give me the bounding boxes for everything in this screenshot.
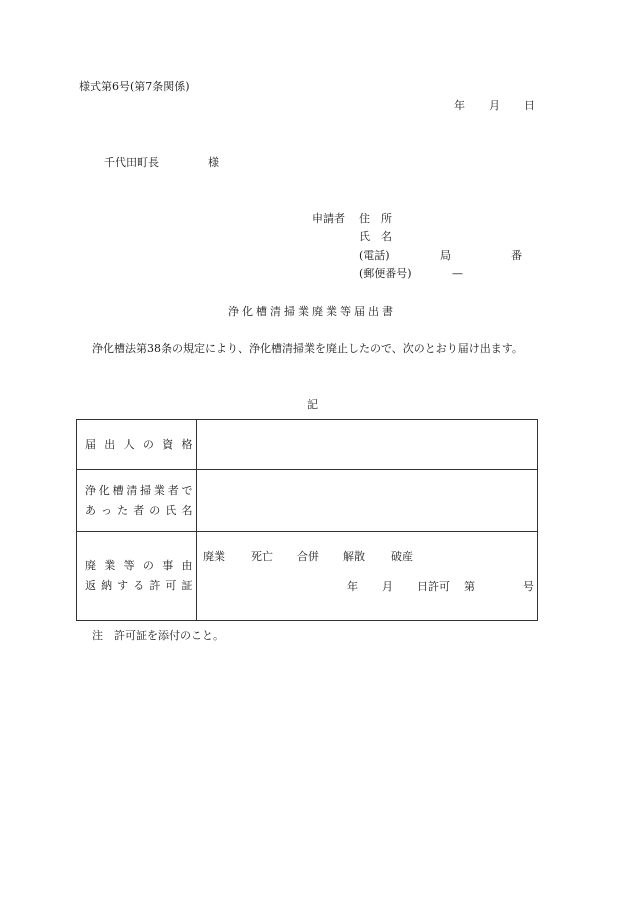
- body-text: 浄化槽法第38条の規定により、浄化槽清掃業を廃止したので、次のとおり届け出ます。: [92, 342, 523, 355]
- phone-exchange: 局: [440, 249, 451, 262]
- reason-option-hasan[interactable]: 破産: [391, 550, 413, 563]
- reason-label-line1: 廃業等の事由: [85, 559, 193, 572]
- permit-year: 年: [347, 580, 358, 593]
- former-operator-label-cell: [77, 470, 197, 532]
- name-label: 氏 名: [359, 230, 392, 243]
- postal-dash: —: [452, 267, 463, 280]
- applicant-label: 申請者: [312, 212, 345, 225]
- table-row: [77, 470, 538, 532]
- reason-option-gappei[interactable]: 合併: [297, 550, 319, 563]
- form-number: 様式第6号(第7条関係): [79, 80, 190, 93]
- former-operator-label-line2: あった者の氏名: [85, 503, 193, 517]
- permit-dai: 第: [464, 580, 475, 593]
- reason-option-haigyo[interactable]: 廃業: [203, 550, 225, 563]
- permit-day: 日許可: [417, 580, 450, 593]
- phone-number: 番: [511, 249, 522, 262]
- date-year: 年: [454, 99, 465, 112]
- form-table: [76, 419, 538, 621]
- permit-month: 月: [382, 580, 393, 593]
- footnote: 注 許可証を添付のこと。: [92, 629, 224, 642]
- ki-heading: 記: [307, 398, 318, 411]
- reason-option-shibo[interactable]: 死亡: [251, 550, 273, 563]
- addressee-name: 千代田町長: [104, 156, 159, 169]
- qualification-label-cell: [77, 420, 197, 470]
- reason-input-cell: [197, 532, 538, 621]
- former-operator-label-line1: 浄化槽清掃業者で: [85, 483, 193, 497]
- qualification-input-cell[interactable]: [197, 420, 538, 470]
- permit-go: 号: [523, 580, 534, 593]
- date-day: 日: [524, 99, 535, 112]
- address-label: 住 所: [359, 212, 392, 225]
- qualification-label: 届出人の資格: [85, 437, 193, 451]
- former-operator-input-cell[interactable]: [197, 470, 538, 532]
- phone-label: (電話): [359, 249, 390, 262]
- table-row: [77, 532, 538, 621]
- addressee-honorific: 様: [208, 156, 219, 169]
- reason-option-kaisan[interactable]: 解散: [343, 550, 365, 563]
- reason-label-line2: 返納する許可証: [85, 579, 193, 592]
- table-row: [77, 420, 538, 470]
- postal-label: (郵便番号): [359, 267, 412, 280]
- date-month: 月: [489, 99, 500, 112]
- reason-label-cell: [77, 532, 197, 621]
- document-title: 浄化槽清掃業廃業等届出書: [228, 305, 396, 318]
